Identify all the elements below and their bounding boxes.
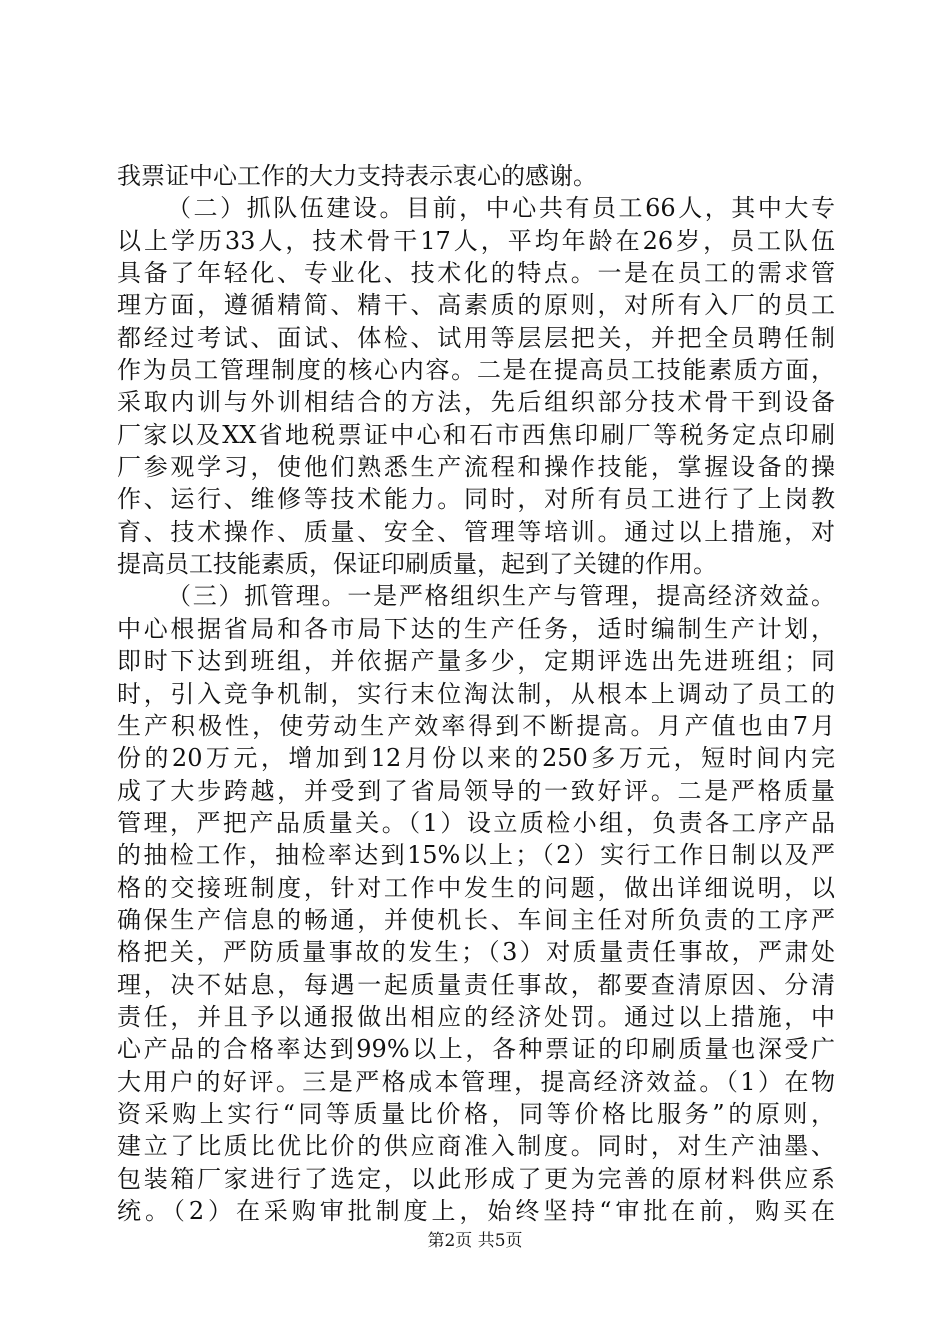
paragraph xyxy=(117,160,835,192)
text-line: 份的20万元，增加到12月份以来的250多万元，短时间内完 xyxy=(117,744,835,773)
text-line: 确保生产信息的畅通，并使机长、车间主任对所负责的工序严 xyxy=(117,905,835,934)
paragraph xyxy=(117,580,835,1227)
text-line: 都经过考试、面试、体检、试用等层层把关，并把全员聘任制 xyxy=(117,323,835,352)
text-line: 成了大步跨越，并受到了省局领导的一致好评。二是严格质量 xyxy=(117,776,835,805)
text-line: 生产积极性，使劳动生产效率得到不断提高。月产值也由7月 xyxy=(117,711,835,740)
text-line: 包装箱厂家进行了选定，以此形成了更为完善的原材料供应系 xyxy=(117,1164,835,1193)
text-line: 理，决不姑息，每遇一起质量责任事故，都要查清原因、分清 xyxy=(117,970,835,999)
text-line: 的抽检工作，抽检率达到15%以上；（2）实行工作日制以及严 xyxy=(117,841,835,870)
text-line: 统。（2）在采购审批制度上，始终坚持“审批在前，购买在 xyxy=(117,1197,835,1225)
text-line: 以上学历33人，技术骨干17人，平均年龄在26岁，员工队伍 xyxy=(117,226,835,255)
text-line: 管理，严把产品质量关。（1）设立质检小组，负责各工序产品 xyxy=(117,808,835,837)
document-body xyxy=(117,160,835,1227)
text-line: 育、技术操作、质量、安全、管理等培训。通过以上措施，对 xyxy=(117,517,835,546)
text-line: 厂家以及XX省地税票证中心和石市西焦印刷厂等税务定点印刷 xyxy=(117,420,835,449)
text-line: 采取内训与外训相结合的方法，先后组织部分技术骨干到设备 xyxy=(117,388,835,417)
text-line: 责任，并且予以通报做出相应的经济处罚。通过以上措施，中 xyxy=(117,1002,835,1031)
text-line: 具备了年轻化、专业化、技术化的特点。一是在员工的需求管 xyxy=(117,259,835,288)
text-line: 时，引入竞争机制，实行末位淘汰制，从根本上调动了员工的 xyxy=(117,679,835,708)
text-line: 理方面，遵循精简、精干、高素质的原则，对所有入厂的员工 xyxy=(117,291,835,320)
text-line: 提高员工技能素质，保证印刷质量，起到了关键的作用。 xyxy=(117,550,717,579)
text-line: 作、运行、维修等技术能力。同时，对所有员工进行了上岗教 xyxy=(117,485,835,514)
text-line: 格把关，严防质量事故的发生；（3）对质量责任事故，严肃处 xyxy=(117,938,835,967)
text-line: （二）抓队伍建设。目前，中心共有员工66人，其中大专 xyxy=(167,194,835,223)
text-line: 大用户的好评。三是严格成本管理，提高经济效益。（1）在物 xyxy=(117,1067,835,1096)
text-line: （三）抓管理。一是严格组织生产与管理，提高经济效益。 xyxy=(167,582,835,611)
text-line: 心产品的合格率达到99%以上，各种票证的印刷质量也深受广 xyxy=(117,1035,835,1064)
text-line: 即时下达到班组，并依据产量多少，定期评选出先进班组；同 xyxy=(117,647,835,676)
text-line: 厂参观学习，使他们熟悉生产流程和操作技能，掌握设备的操 xyxy=(117,453,835,482)
text-line: 资采购上实行“同等质量比价格，同等价格比服务”的原则， xyxy=(117,1099,835,1128)
text-line: 作为员工管理制度的核心内容。二是在提高员工技能素质方面， xyxy=(117,356,835,385)
text-line: 中心根据省局和各市局下达的生产任务，适时编制生产计划， xyxy=(117,614,835,643)
paragraph xyxy=(117,192,835,580)
text-line: 我票证中心工作的大力支持表示衷心的感谢。 xyxy=(117,162,597,190)
text-line: 格的交接班制度，针对工作中发生的问题，做出详细说明，以 xyxy=(117,873,835,902)
text-line: 建立了比质比优比价的供应商准入制度。同时，对生产油墨、 xyxy=(117,1132,835,1161)
page-footer: 第2页 共5页 xyxy=(427,1231,523,1251)
